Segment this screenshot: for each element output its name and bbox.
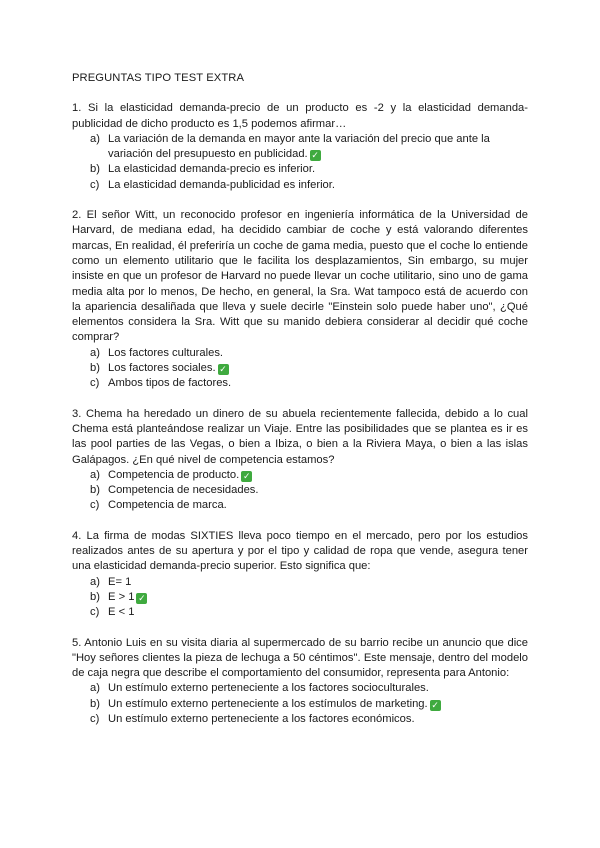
question-4 — [72, 529, 528, 621]
question-stem: 4. La firma de modas SIXTIES lleva poco tiempo en el mercado, pero por los estudios realizados antes de su apertura y por el tipo y calidad de ropa que vende, asegura tener una elasticidad demanda-precio superior. Esto significa que: — [72, 529, 528, 573]
document-content — [72, 71, 528, 742]
option-list — [72, 575, 528, 621]
answer-option — [72, 681, 528, 696]
option-letter: c) — [90, 377, 100, 390]
option-letter: c) — [90, 499, 100, 512]
page-title: PREGUNTAS TIPO TEST EXTRA — [72, 72, 245, 84]
answer-option — [72, 346, 528, 361]
option-text: E < 1 — [108, 606, 135, 619]
option-list — [72, 132, 528, 193]
answer-option — [72, 697, 528, 712]
answer-option — [72, 712, 528, 727]
option-letter: b) — [90, 697, 100, 710]
option-text: Un estímulo externo perteneciente a los factores económicos. — [108, 712, 415, 725]
option-text: Un estímulo externo perteneciente a los factores socioculturales. — [108, 682, 429, 695]
answer-option — [72, 498, 528, 513]
option-text: La elasticidad demanda-publicidad es inferior. — [108, 178, 335, 191]
option-text: E > 1 — [108, 590, 135, 603]
option-letter: c) — [90, 606, 100, 619]
question-stem: 2. El señor Witt, un reconocido profesor en ingeniería informática de la Universidad de Harvard, de mediana edad, ha decidido cambiar de coche y está valorando diferentes marcas, En realidad, él preferiría un coche de gama media, puesto que el coche lo entiende como un elemento utilitario que le facilita los desplazamientos, Sin embargo, su mujer insiste en que un profesor de Harvard no puede llevar un coche utilitario, sino uno de gama media alta por lo menos, De hecho, en general, la Sra. Wat tampoco está de acuerdo con la apariencia desaliñada que lleva y suele decirle "Einstein solo puede haber uno", ¿Qué elementos considera la Sra. Witt que su manido debiera considerar al decidir qué coche comprar? — [72, 209, 528, 344]
option-text: E= 1 — [108, 575, 132, 588]
question-stem: 5. Antonio Luis en su visita diaria al supermercado de su barrio recibe un anuncio que dice "Hoy señores clientes la pieza de lechuga a 50 céntimos". Este mensaje, dentro del modelo de caja negra que describe el comportamiento del consumidor, representa para Antonio: — [72, 636, 528, 680]
option-text: Competencia de necesidades. — [108, 484, 259, 497]
answer-option — [72, 361, 528, 376]
option-letter: a) — [90, 682, 100, 695]
question-stem: 1. Si la elasticidad demanda-precio de un producto es -2 y la elasticidad demanda-publicidad de dicho producto es 1,5 podemos afirmar… — [72, 102, 528, 130]
check-mark-icon: ✓ — [138, 592, 146, 603]
answer-option — [72, 483, 528, 498]
option-letter: b) — [90, 362, 100, 375]
option-letter: c) — [90, 178, 100, 191]
check-mark-icon: ✓ — [431, 699, 439, 710]
option-text: La elasticidad demanda-precio es inferior. — [108, 163, 316, 176]
answer-option — [72, 132, 528, 163]
answer-option — [72, 376, 528, 391]
option-text: Ambos tipos de factores. — [108, 377, 232, 390]
option-letter: b) — [90, 590, 100, 603]
option-text: Los factores culturales. — [108, 346, 224, 359]
option-letter: a) — [90, 132, 100, 145]
option-text: Competencia de producto. — [108, 468, 240, 481]
option-text: Un estímulo externo perteneciente a los estímulos de marketing. — [108, 697, 428, 710]
question-3 — [72, 407, 528, 514]
answer-option — [72, 178, 528, 193]
question-list — [72, 101, 528, 727]
answer-option — [72, 590, 528, 605]
option-letter: c) — [90, 712, 100, 725]
answer-option — [72, 605, 528, 620]
answer-option — [72, 468, 528, 483]
option-letter: a) — [90, 575, 100, 588]
check-mark-icon: ✓ — [311, 150, 319, 161]
option-letter: b) — [90, 163, 100, 176]
option-text: La variación de la demanda en mayor ante la variación del precio que ante la variación del presupuesto en publicidad. — [108, 132, 490, 161]
question-2 — [72, 208, 528, 392]
option-letter: a) — [90, 468, 100, 481]
option-list — [72, 346, 528, 392]
option-list — [72, 468, 528, 514]
option-list — [72, 681, 528, 727]
question-stem: 3. Chema ha heredado un dinero de su abuela recientemente fallecida, debido a lo cual Chema está planteándose realizar un Viaje. Entre las posibilidades que se plantea es ir es las pool parties de las Vegas, o bien a Ibiza, o bien a la Riviera Maya, o bien a las islas Galápagos. ¿En qué nivel de competencia estamos? — [72, 407, 528, 466]
question-5 — [72, 636, 528, 728]
check-mark-icon: ✓ — [242, 470, 251, 481]
option-text: Los factores sociales. — [108, 362, 216, 375]
check-mark-icon: ✓ — [219, 364, 227, 375]
question-1 — [72, 101, 528, 193]
option-text: Competencia de marca. — [108, 499, 227, 512]
option-letter: b) — [90, 484, 100, 497]
answer-option — [72, 162, 528, 177]
option-letter: a) — [90, 346, 100, 359]
answer-option — [72, 575, 528, 590]
